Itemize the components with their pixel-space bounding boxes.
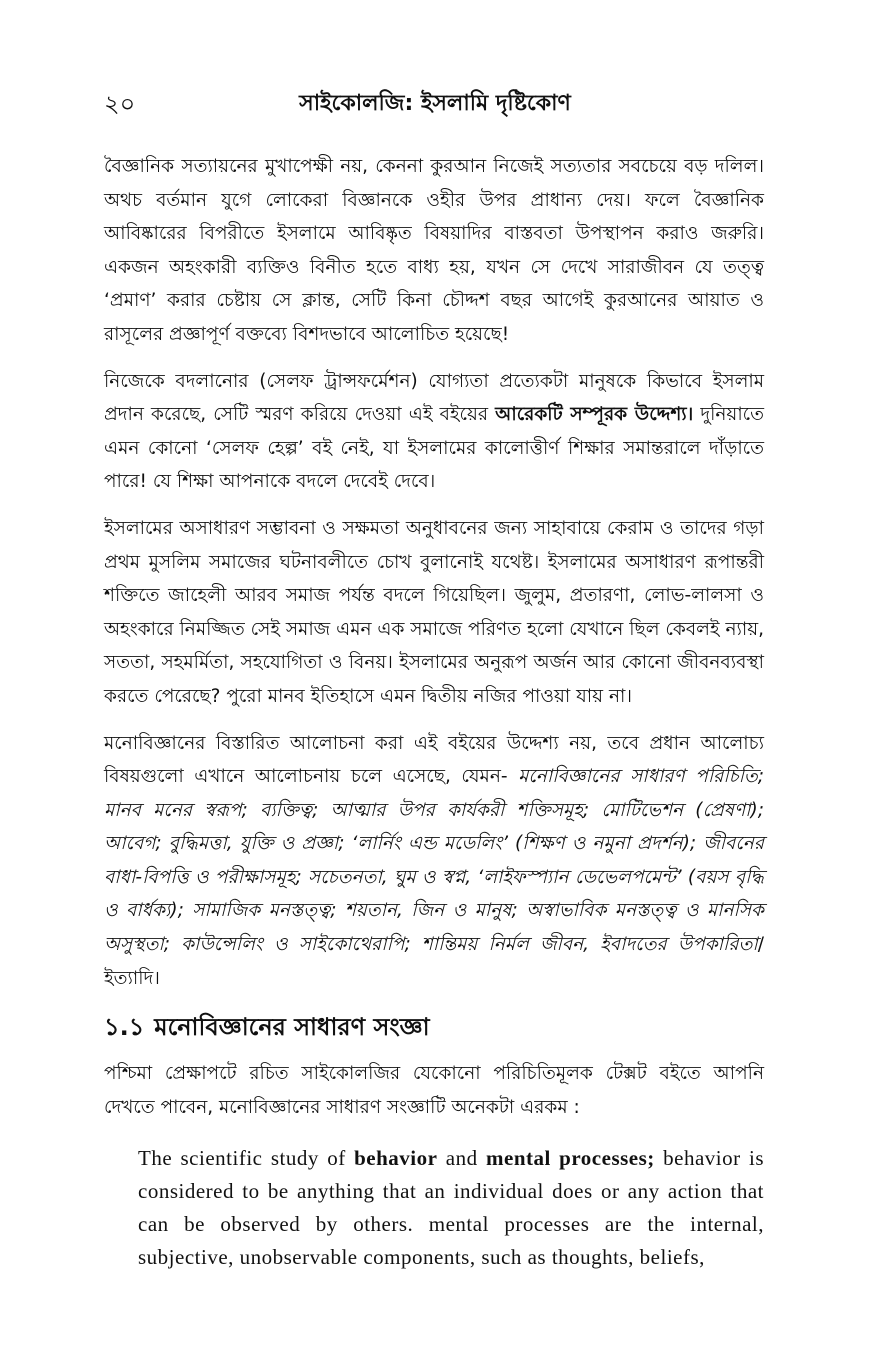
paragraph-4-topic-list: মনোবিজ্ঞানের সাধারণ পরিচিতি; মানব মনের স্বরূপ; ব্যক্তিত্ব; আত্মার উপর কার্যকরী শক্তিসমূহ; মোটিভেশন (প্রেষণা); আবেগ; বুদ্ধিমত্তা, যুক্তি ও প্রজ্ঞা; ‘লার্নিং এন্ড মডেলিং’ (শিক্ষণ ও নমুনা প্রদর্শন); জীবনের বাধা-বিপত্তি ও পরীক্ষাসমূহ; সচেতনতা, ঘুম ও স্বপ্ন, ‘লাইফস্প্যান ডেভেলপমেন্ট’ (বয়স বৃদ্ধি ও বার্ধক্য); সামাজিক মনস্তত্ত্ব; শয়তান, জিন ও মানুষ; অস্বাভাবিক মনস্তত্ত্ব ও মানসিক অসুস্থতা; কাউন্সেলিং ও সাইকোথেরাপি; শান্তিময় নির্মল জীবন, ইবাদতের উপকারিতা — [104, 766, 765, 956]
paragraph-2-text-a: নিজেকে বদলানোর (সেলফ ট্রান্সফর্মেশন) যোগ্যতা প্রত্যেকটা মানুষকে কিভাবে ইসলাম প্রদান করেছে, সেটি স্মরণ করিয়ে দেওয়া এই বইয়ের — [104, 370, 764, 426]
section-heading — [104, 1009, 764, 1045]
paragraph-4-text-a: মনোবিজ্ঞানের বিস্তারিত আলোচনা করা এই বইয়ের উদ্দেশ্য নয়, তবে প্রধান আলোচ্য বিষয়গুলো এখানে আলোচনায় চলে এসেছে, যেমন- — [104, 732, 764, 788]
paragraph-3: ইসলামের অসাধারণ সম্ভাবনা ও সক্ষমতা অনুধাবনের জন্য সাহাবায়ে কেরাম ও তাদের গড়া প্রথম মুসলিম সমাজের ঘটনাবলীতে চোখ বুলানোই যথেষ্ট। ইসলামের অসাধারণ রূপান্তরী শক্তিতে জাহেলী আরব সমাজ পর্যন্ত বদলে গিয়েছিল। জুলুম, প্রতারণা, লোভ-লালসা ও অহংকারে নিমজ্জিত সেই সমাজ এমন এক সমাজে পরিণত হলো যেখানে ছিল কেবলই ন্যায়, সততা, সহমর্মিতা, সহযোগিতা ও বিনয়। ইসলামের অনুরূপ অর্জন আর কোনো জীবনব্যবস্থা করতে পেরেছে? পুরো মানব ইতিহাসে এমন দ্বিতীয় নজির পাওয়া যায় না। — [104, 517, 764, 707]
quote-bold-mental-processes: mental processes; — [486, 1146, 655, 1171]
section-title: মনোবিজ্ঞানের সাধারণ সংজ্ঞা — [154, 1013, 430, 1042]
running-title: সাইকোলজি: ইসলামি দৃষ্টিকোণ — [299, 91, 571, 116]
paragraph-2-text-b: দুনিয়াতে এমন কোনো ‘সেলফ হেল্প’ বই নেই, যা ইসলামের কালোত্তীর্ণ শিক্ষার সমান্তরালে দাঁড়াতে পারে! যে শিক্ষা আপনাকে বদলে দেবেই দেবে। — [104, 404, 764, 493]
quote-text-2: and — [437, 1146, 486, 1171]
paragraph-2 — [104, 365, 764, 499]
page-header — [104, 86, 766, 126]
paragraph-5: পশ্চিমা প্রেক্ষাপটে রচিত সাইকোলজির যেকোনো পরিচিতিমূলক টেক্সট বইতে আপনি দেখতে পাবেন, মনোবিজ্ঞানের সাধারণ সংজ্ঞাটি অনেকটা এরকম : — [104, 1063, 764, 1118]
quote-text-3: behavior is considered to be anything that an individual does or any action that can be observed by others. mental processes are the internal, subjective, unobservable components, such as thoughts, beliefs, — [138, 1146, 764, 1270]
definition-quote — [138, 1142, 764, 1274]
quote-text-1: The scientific study of — [138, 1146, 355, 1171]
page-body — [104, 150, 764, 1274]
paragraph-2-emphasis: আরেকটি সম্পূরক উদ্দেশ্য। — [495, 404, 694, 426]
page-number: ২০ — [104, 90, 136, 118]
paragraph-4 — [104, 727, 764, 996]
paragraph-4-text-b: /ইত্যাদি। — [104, 934, 764, 989]
paragraph-1: বৈজ্ঞানিক সত্যায়নের মুখাপেক্ষী নয়, কেননা কুরআন নিজেই সত্যতার সবচেয়ে বড় দলিল। অথচ বর্তমান যুগে লোকেরা বিজ্ঞানকে ওহীর উপর প্রাধান্য দেয়। ফলে বৈজ্ঞানিক আবিষ্কারের বিপরীতে ইসলামে আবিষ্কৃত বিষয়াদির বাস্তবতা উপস্থাপন করাও জরুরি। একজন অহংকারী ব্যক্তিও বিনীত হতে বাধ্য হয়, যখন সে দেখে সারাজীবন যে তত্ত্ব ‘প্রমাণ’ করার চেষ্টায় সে ক্লান্ত, সেটি কিনা চৌদ্দশ বছর আগেই কুরআনের আয়াত ও রাসূলের প্রজ্ঞাপূর্ণ বক্তব্যে বিশদভাবে আলোচিত হয়েছে! — [104, 156, 764, 345]
section-number: ১.১ — [104, 1013, 145, 1042]
quote-bold-behavior: behavior — [354, 1146, 438, 1171]
